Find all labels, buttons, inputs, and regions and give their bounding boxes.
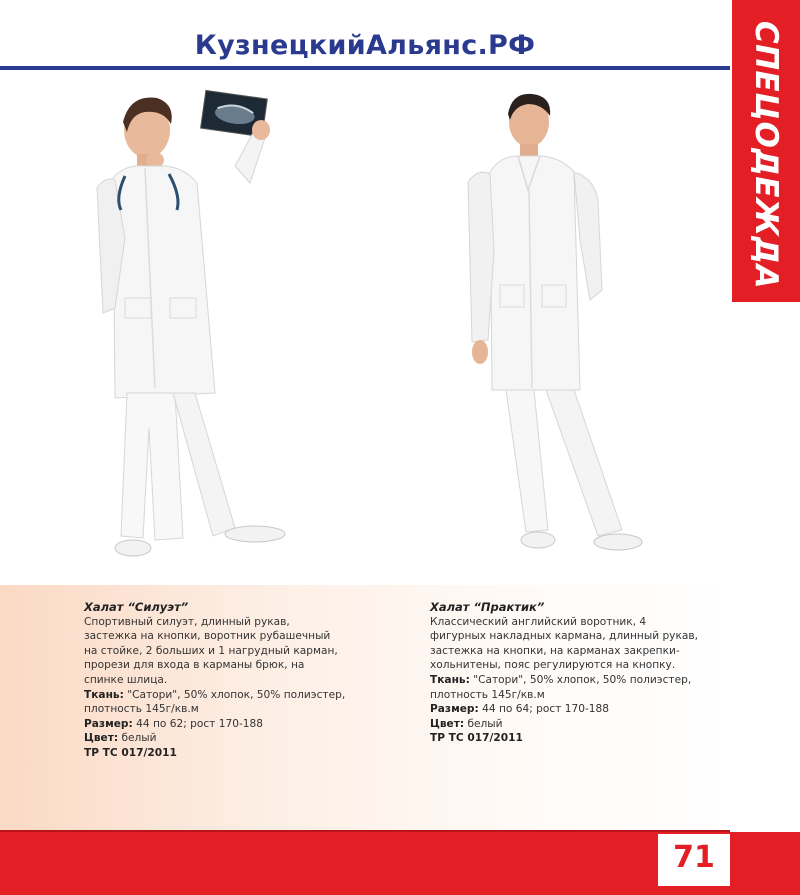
product-text: Спортивный силуэт, длинный рукав, застежка на кнопки, воротник рубашечный на стойке, 2 больших и 1 нагрудный карман, прорези для входа в карманы брюк, на спинке шлица.	[84, 615, 338, 686]
product-photo-praktik	[462, 90, 652, 562]
header-rule	[0, 66, 730, 70]
page-number: 71	[673, 840, 715, 875]
fabric-label: Ткань:	[84, 688, 124, 701]
site-title: КузнецкийАльянс.РФ	[194, 30, 536, 61]
color-value: белый	[467, 717, 503, 730]
product-color	[84, 731, 346, 746]
color-label: Цвет:	[84, 732, 119, 745]
product-text: Классический английский воротник, 4 фигурных накладных кармана, длинный рукав, застежка на кнопки, на карманах закрепки-хольнитены, пояс регулируются на кнопку.	[430, 615, 698, 672]
product-fabric	[430, 673, 705, 702]
section-tab-label: СПЕЦОДЕЖДА	[748, 20, 784, 290]
size-label: Размер:	[430, 703, 479, 716]
product-description-praktik	[430, 600, 705, 746]
fabric-label: Ткань:	[430, 673, 470, 686]
size-value: 44 по 62; рост 170-188	[136, 717, 263, 730]
product-title: Халат “Силуэт”	[84, 600, 189, 614]
product-photo-siluet	[85, 88, 305, 570]
color-label: Цвет:	[430, 717, 465, 730]
product-standard: ТР ТС 017/2011	[430, 732, 523, 745]
fabric-value: "Сатори", 50% хлопок, 50% полиэстер, плотность 145г/кв.м	[430, 673, 692, 701]
product-size	[430, 702, 705, 717]
product-description-siluet	[84, 600, 346, 761]
product-fabric	[84, 688, 346, 717]
fabric-value: "Сатори", 50% хлопок, 50% полиэстер, плотность 145г/кв.м	[84, 688, 346, 716]
product-color	[430, 717, 705, 732]
product-standard: ТР ТС 017/2011	[84, 746, 177, 759]
color-value: белый	[121, 732, 157, 745]
product-title: Халат “Практик”	[430, 600, 545, 614]
size-value: 44 по 64; рост 170-188	[482, 703, 609, 716]
size-label: Размер:	[84, 717, 133, 730]
product-size	[84, 717, 346, 732]
